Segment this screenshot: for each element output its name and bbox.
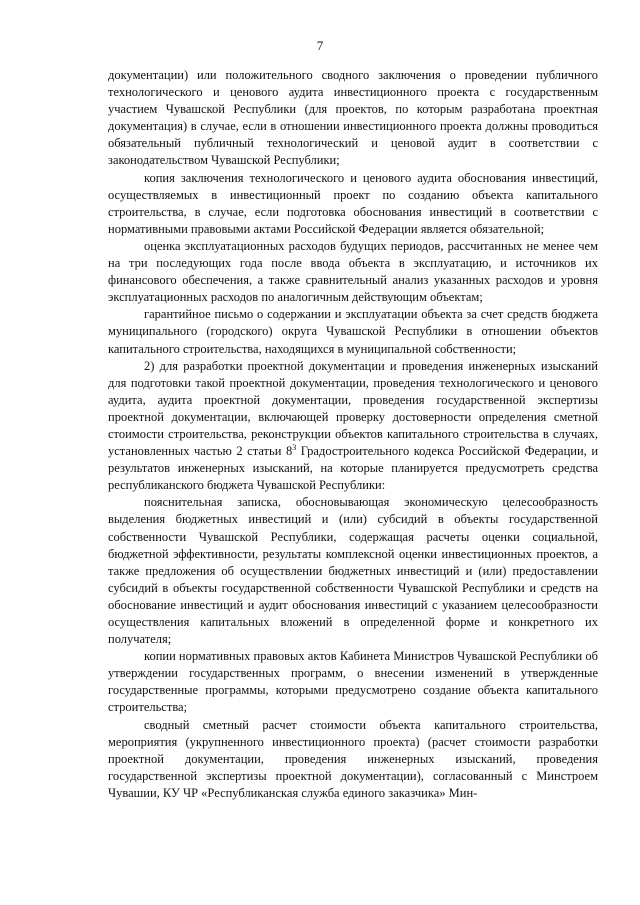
paragraph-explanatory-note: пояснительная записка, обосновывающая экономическую целесообразность выделения бюджетных инвестиций и (или) субсидий в объекты государственной собственности Чувашской Республики, содержащая расчеты оценки социальной, бюджетной эффективности, результаты комплексной оценки инвестиционных проектов, а также предложения об осуществлении бюджетных инвестиций и (или) предоставлении субсидий в объекты государственной собственности Чувашской Республики и средств на обоснование инвестиций и аудит обоснования инвестиций с указанием целесообразности осуществления капитальных вложений в определенной форме и конкретного их получателя; bbox=[108, 495, 598, 647]
paragraph-operating-costs: оценка эксплуатационных расходов будущих периодов, рассчитанных не менее чем на три последующих года после ввода объекта в эксплуатацию, и источников их финансового обеспечения, а также сравнительный анализ указанных расходов и уровня эксплуатационных расходов по аналогичным действующим объектам; bbox=[108, 238, 598, 305]
body-text bbox=[108, 67, 598, 802]
item-2-text-start: 2) для разработки проектной документации и проведения инженерных изысканий для подготовки такой проектной документации, проведения технологического и ценового аудита, аудита проектной документации, проведения государственной экспертизы проектной документации, включающей проверку достоверности определения сметной стоимости строительства, реконструкции объектов капитального строительства в случаях, установленных частью 2 статьи 8 bbox=[108, 358, 598, 459]
page-number: 7 bbox=[316, 38, 324, 53]
article-superscript: 3 bbox=[292, 443, 297, 453]
paragraph-continuation: документации) или положительного сводного заключения о проведении публичного технологического и ценового аудита инвестиционного проекта с государственным участием Чувашской Республики (для проектов, по которым разработана проектная документация) в случае, если в отношении инвестиционного проекта должны проводиться обязательный публичный технологический и ценовой аудит в соответствии с законодательством Чувашской Республики; bbox=[108, 68, 598, 168]
paragraph-cabinet-acts: копии нормативных правовых актов Кабинета Министров Чувашской Республики об утверждении государственных программ, о внесении изменений в утвержденные государственные программы, которыми предусмотрено создание объекта капитального строительства; bbox=[108, 649, 598, 715]
paragraph-cost-estimate: сводный сметный расчет стоимости объекта капитального строительства, мероприятия (укрупненного инвестиционного проекта) (расчет стоимости разработки проектной документации, проведения инженерных изысканий, проведения государственной экспертизы проектной документации), согласованный с Минстроем Чувашии, КУ ЧР «Республиканская служба единого заказчика» Мин- bbox=[108, 717, 598, 800]
paragraph-item-2 bbox=[108, 358, 598, 495]
paragraph-guarantee-letter: гарантийное письмо о содержании и эксплуатации объекта за счет средств бюджета муниципального (городского) округа Чувашской Республики в отношении объектов капитального строительства, находящихся в муниципальной собственности; bbox=[108, 307, 598, 356]
item-2-text-end: Градостроительного кодекса Российской Федерации, и результатов инженерных изысканий, на которые планируется предусмотреть средства республиканского бюджета Чувашской Республики: bbox=[108, 444, 599, 493]
paragraph-audit-copy: копия заключения технологического и ценового аудита обоснования инвестиций, осуществляемых в инвестиционный проект по созданию объекта капитального строительства, в случае, если подготовка обоснования инвестиций в соответствии с нормативными правовыми актами Российской Федерации является обязательной; bbox=[108, 170, 598, 236]
